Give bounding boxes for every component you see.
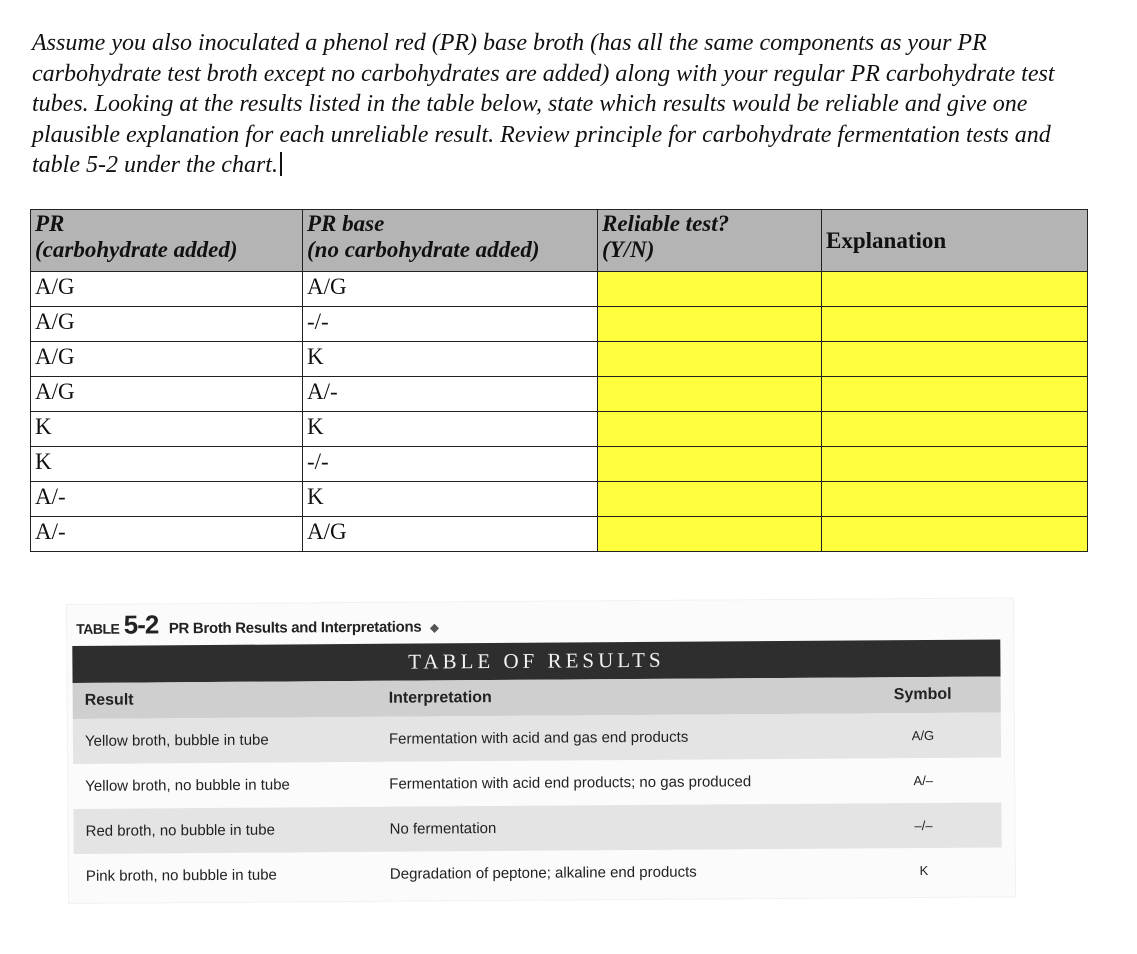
result-text: Red broth, no bubble in tube [85,821,275,840]
pr-result-cell: A/- [31,482,303,517]
question-text: Assume you also inoculated a phenol red (PR) base broth (has all the same components as your PR carbohydrate test broth except no carbohydrates are added) along with your regular PR carbohydrate test tubes. Looking at the results listed in the table below, state which results would be reliable and give one plausible explanation for each unreliable result. Review principle for carbohydrate fermentation tests and table 5-2 under the chart. [32,30,1055,178]
question-prompt [32,28,1092,181]
interpretation-text: Degradation of peptone; alkaline end products [389,863,697,883]
result-text: Yellow broth, bubble in tube [84,731,269,750]
reference-table-caption [76,607,439,641]
symbol-text: –/– [914,817,933,834]
explanation-answer-cell[interactable] [822,482,1088,517]
table-row [31,272,1088,307]
reliable-answer-cell[interactable] [598,412,822,447]
interpretation-text: Fermentation with acid end products; no gas produced [389,773,752,793]
table-row [31,307,1088,342]
table-row [31,482,1088,517]
pr-result-cell: A/G [31,307,303,342]
reliable-answer-cell[interactable] [598,272,822,307]
explanation-answer-cell[interactable] [822,272,1088,307]
reliable-answer-cell[interactable] [598,447,822,482]
pr-base-result-cell: A/- [303,377,598,412]
reliable-answer-cell[interactable] [598,517,822,552]
reference-row [74,847,1002,898]
explanation-answer-cell[interactable] [822,412,1088,447]
header-interpretation: Interpretation [388,689,492,707]
caption-title: PR Broth Results and Interpretations [168,618,422,638]
table-row [31,377,1088,412]
pr-base-result-cell: A/G [303,517,598,552]
reliable-answer-cell[interactable] [598,342,822,377]
symbol-text: A/– [913,772,934,789]
reference-row [73,712,1001,763]
pr-base-result-cell: -/- [303,447,598,482]
reliable-answer-cell[interactable] [598,377,822,412]
result-text: Pink broth, no bubble in tube [85,866,277,885]
caption-prefix: TABLE [76,620,120,637]
header-explanation: Explanation [822,210,1088,272]
pr-result-cell: A/G [31,272,303,307]
reference-row [73,757,1001,808]
reference-table-image [66,597,1016,904]
table-row [31,517,1088,552]
pr-base-result-cell: -/- [303,307,598,342]
symbol-text: A/G [911,727,935,744]
result-text: Yellow broth, no bubble in tube [85,776,290,795]
explanation-answer-cell[interactable] [822,377,1088,412]
symbol-text: K [919,862,929,879]
interpretation-text: No fermentation [389,820,497,838]
table-row [31,342,1088,377]
results-table [30,209,1088,552]
explanation-answer-cell[interactable] [822,517,1088,552]
reliable-answer-cell[interactable] [598,307,822,342]
header-pr: PR (carbohydrate added) [31,210,303,272]
table-row [31,412,1088,447]
header-reliable: Reliable test? (Y/N) [598,210,822,272]
pr-base-result-cell: K [303,412,598,447]
diamond-icon: ◆ [429,620,440,635]
reliable-answer-cell[interactable] [598,482,822,517]
header-pr-base: PR base (no carbohydrate added) [303,210,598,272]
pr-result-cell: K [31,447,303,482]
explanation-answer-cell[interactable] [822,342,1088,377]
results-table-header [31,210,1088,272]
header-symbol: Symbol [893,685,952,704]
table-of-results-band: TABLE OF RESULTS [72,639,1000,682]
pr-result-cell: A/- [31,517,303,552]
pr-base-result-cell: K [303,342,598,377]
caption-number: 5-2 [123,609,159,640]
pr-base-result-cell: K [303,482,598,517]
header-result: Result [84,691,134,709]
text-cursor [280,152,282,176]
pr-result-cell: A/G [31,342,303,377]
reference-row [73,802,1001,853]
explanation-answer-cell[interactable] [822,447,1088,482]
pr-result-cell: K [31,412,303,447]
explanation-answer-cell[interactable] [822,307,1088,342]
pr-base-result-cell: A/G [303,272,598,307]
table-row [31,447,1088,482]
interpretation-text: Fermentation with acid and gas end products [388,728,689,748]
pr-result-cell: A/G [31,377,303,412]
